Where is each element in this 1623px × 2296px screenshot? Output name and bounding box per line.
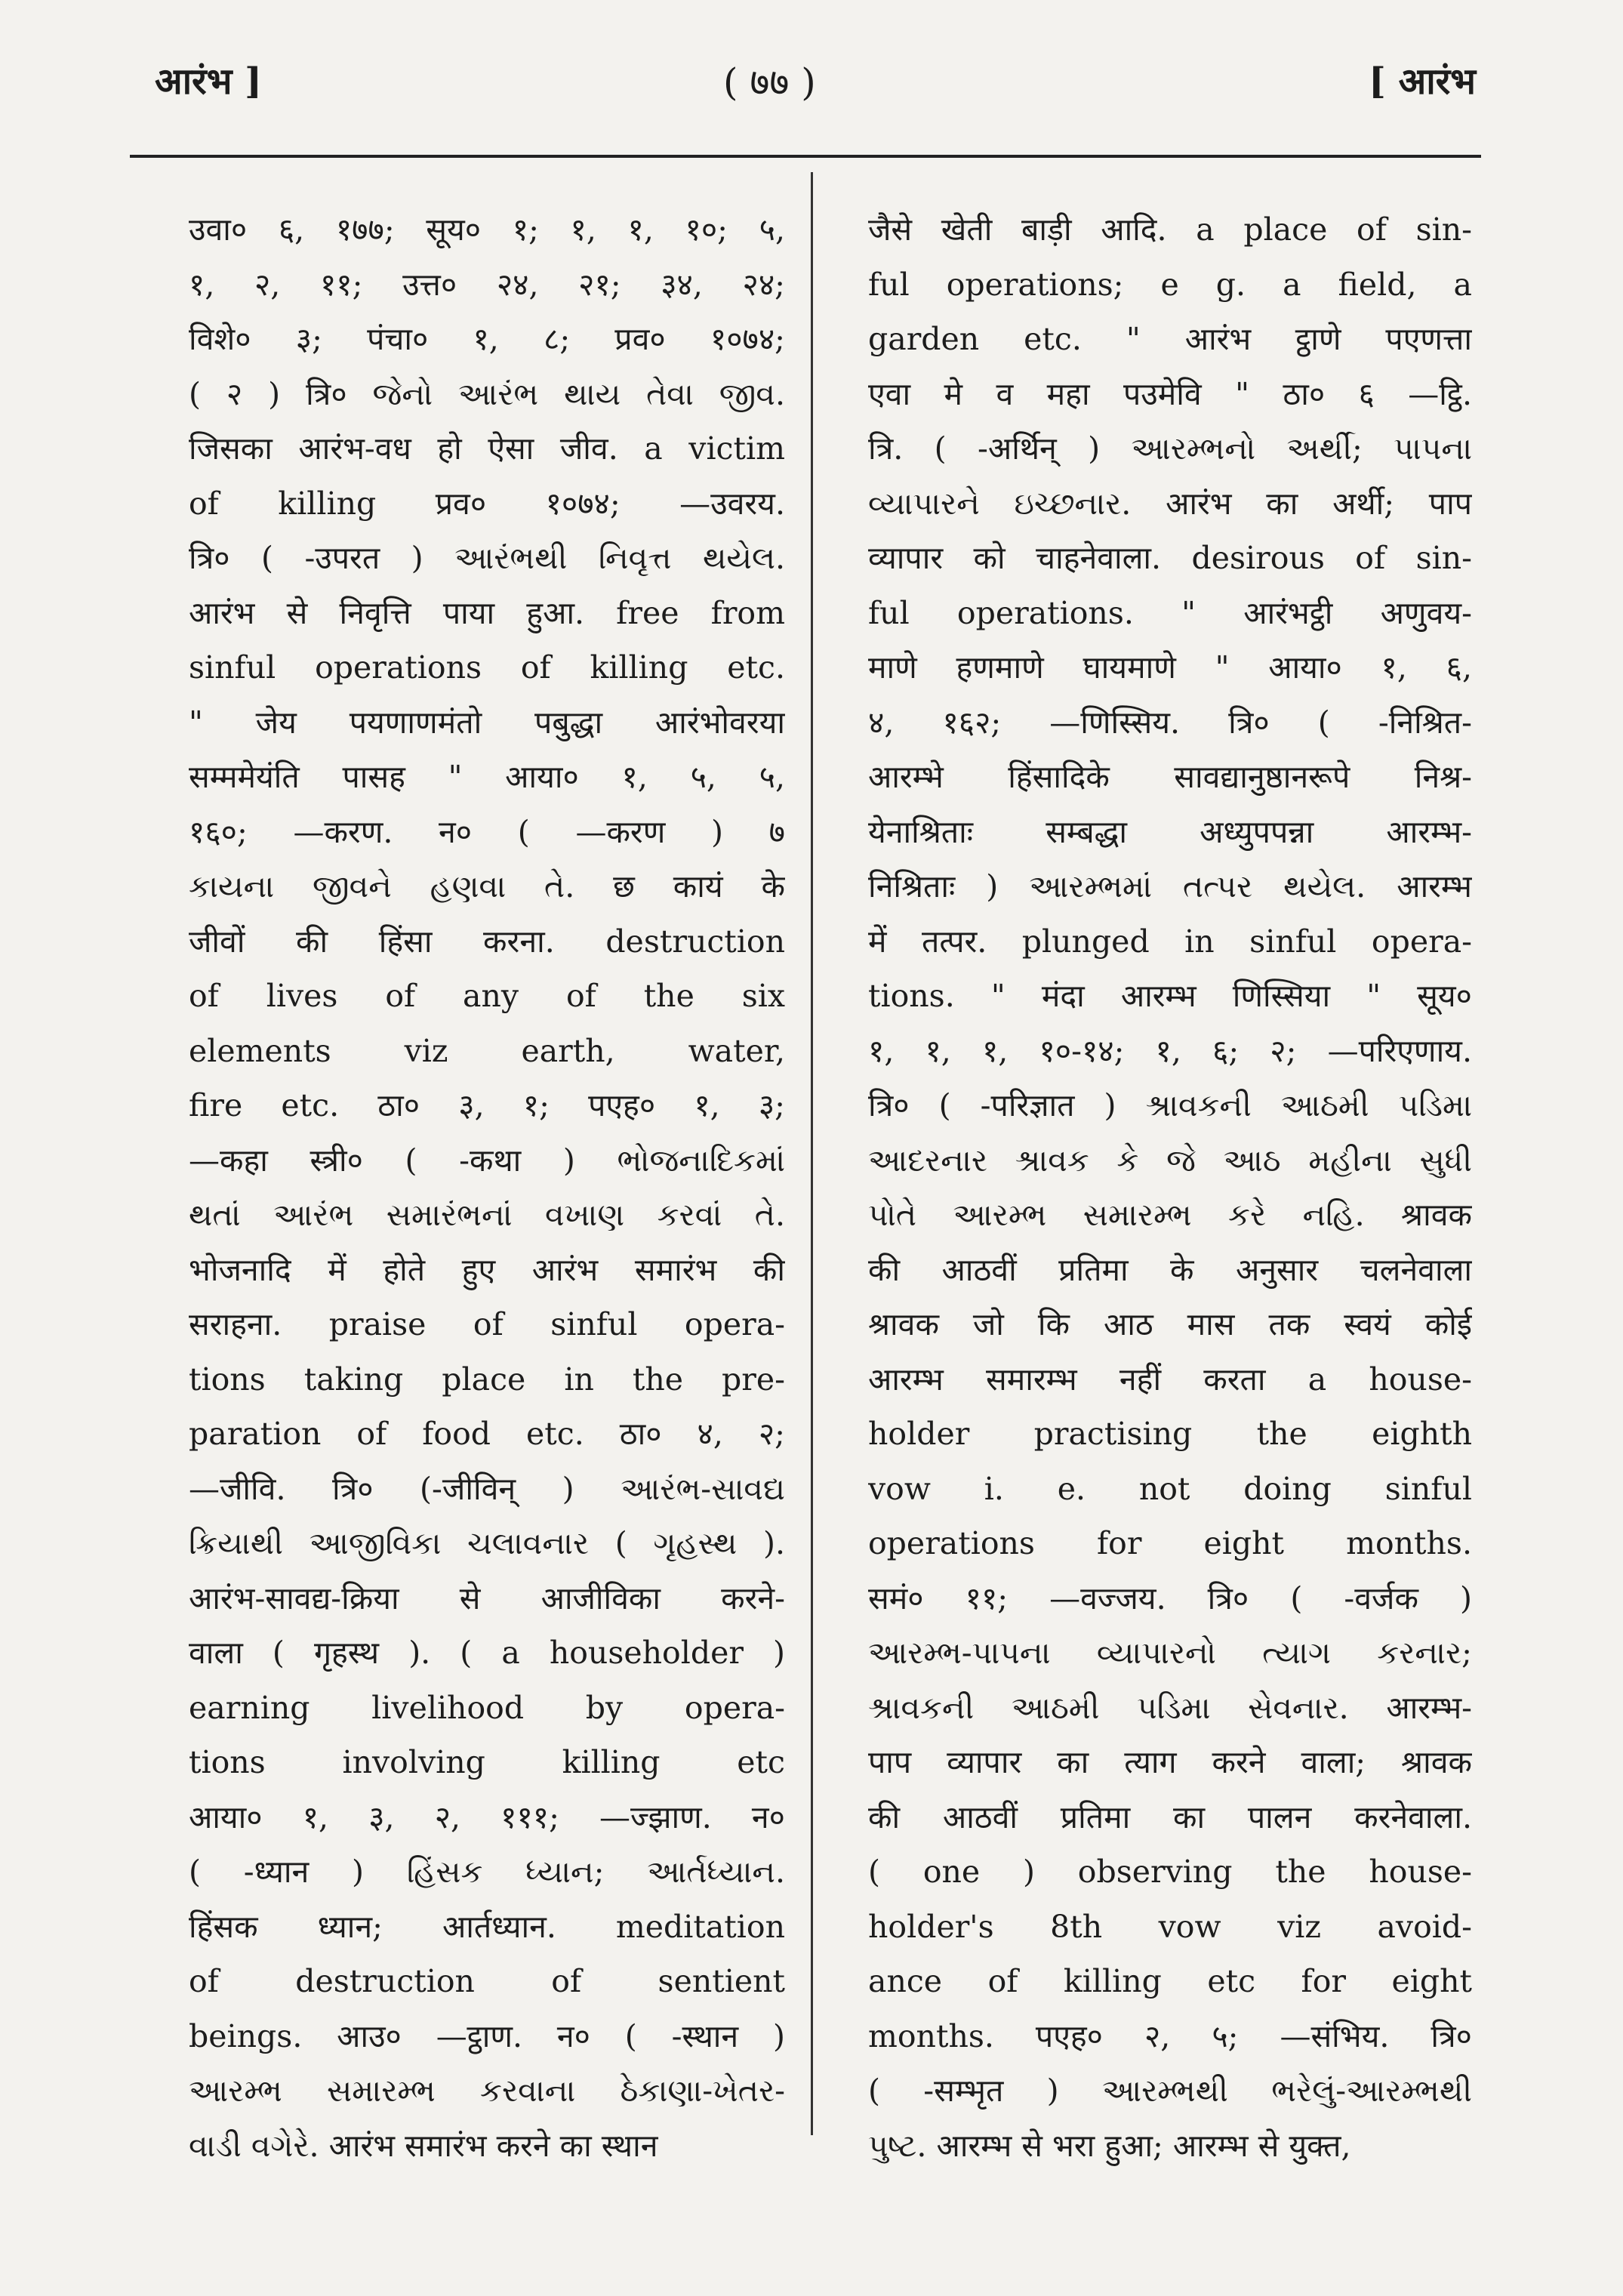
- right-column-line: आरम्भे हिंसादिके सावद्यानुष्ठानरूपे निश्र-: [868, 759, 1472, 795]
- left-column-line: paration of food etc. ठा० ४, २;: [189, 1416, 785, 1452]
- running-head-right: [ आरंभ: [1369, 60, 1476, 103]
- left-column-line: १, २, ११; उत्त० २४, २१; ३४, २४;: [189, 266, 785, 303]
- right-column-line: की आठवीं प्रतिमा का पालन करनेवाला.: [868, 1798, 1472, 1835]
- right-column-line: શ્રાવકની આઠમી પડિમા સેવનાર. आरम्भ-: [868, 1689, 1472, 1726]
- left-column-line: उवा० ६, १७७; सूय० १; १, १, १०; ५,: [189, 211, 785, 248]
- column-divider: [811, 172, 813, 2135]
- right-column-line: ४, १६२; —णिस्सिय. त्रि० ( -निश्रित-: [868, 704, 1472, 741]
- left-column-line: वाला ( गृहस्थ ). ( a householder ): [189, 1635, 785, 1671]
- right-column-line: વ્યાપારને ઇચ્છનાર. आरंभ का अर्थी; पाप: [868, 485, 1472, 522]
- left-column-line: of lives of any of the six: [189, 978, 785, 1014]
- left-column-line: થતાં આરંભ સમારંભનાં વખાણ કરવાં તે.: [189, 1197, 785, 1233]
- right-column-line: की आठवीं प्रतिमा के अनुसार चलनेवाला: [868, 1251, 1472, 1288]
- left-column-line: tions taking place in the pre-: [189, 1361, 785, 1398]
- right-column-line: निश्रिताः ) આરમ્ભમાં તત્પર થયેલ. आरम्भ: [868, 868, 1472, 905]
- left-column-line: of destruction of sentient: [189, 1963, 785, 1999]
- right-column: [868, 202, 1472, 2173]
- left-column-line: sinful operations of killing etc.: [189, 649, 785, 686]
- left-column-line: beings. आउ० —ट्ठाण. न० ( -स्थान ): [189, 2017, 785, 2054]
- left-column-line: ( -ध्यान ) હિંસક ધ્યાન; આર્તધ્યાન.: [189, 1854, 785, 1890]
- left-column-line: जिसका आरंभ-वध हो ऐसा जीव. a victim: [189, 430, 785, 467]
- right-column-line: પોતે આરમ્ભ સમારમ્ભ કરે નહિ. श्रावक: [868, 1197, 1472, 1233]
- left-column-line: हिंसक ध्यान; आर्तध्यान. meditation: [189, 1908, 785, 1945]
- right-column-line: माणे हणमाणे घायमाणे " आया० १, ६,: [868, 649, 1472, 686]
- right-column-line: में तत्पर. plunged in sinful opera-: [868, 923, 1472, 960]
- right-column-line: पाप व्यापार का त्याग करने वाला; श्रावक: [868, 1744, 1472, 1780]
- page-number: ( ७७ ): [723, 60, 816, 104]
- right-column-line: આરમ્ભ-પાપના વ્યાપારનો ત્યાગ કરનાર;: [868, 1635, 1472, 1671]
- right-column-line: श्रावक जो कि आठ मास तक स्वयं कोई: [868, 1306, 1472, 1342]
- left-column-line: આરમ્ભ સમારમ્ભ કરવાના ઠેકાણા-ખેતર-: [189, 2073, 785, 2109]
- left-column-line: fire etc. ठा० ३, १; पएह० १, ३;: [189, 1087, 785, 1123]
- right-column-line: ( one ) observing the house-: [868, 1854, 1472, 1890]
- left-column-line: विशे० ३; पंचा० १, ८; प्रव० १०७४;: [189, 321, 785, 357]
- left-column-line: सम्ममेयंति पासह " आया० १, ५, ५,: [189, 759, 785, 795]
- right-column-line: holder practising the eighth: [868, 1416, 1472, 1452]
- right-column-line: व्यापार को चाहनेवाला. desirous of sin-: [868, 540, 1472, 576]
- right-column-line: १, १, १, १०-१४; १, ६; २; —परिएणाय.: [868, 1032, 1472, 1069]
- left-column-line: ક્રિયાથી આજીવિકા ચલાવનાર ( ગૃહસ્થ ).: [189, 1525, 785, 1561]
- left-column: [189, 202, 785, 2173]
- right-column-line: vow i. e. not doing sinful: [868, 1470, 1472, 1507]
- left-column-line: सराहना. praise of sinful opera-: [189, 1306, 785, 1342]
- left-column-line: વાડી વગેરે. आरंभ समारंभ करने का स्थान: [189, 2127, 658, 2164]
- left-column-line: earning livelihood by opera-: [189, 1689, 785, 1726]
- left-column-line: tions involving killing etc: [189, 1744, 785, 1780]
- left-column-line: १६०; —करण. न० ( —करण ) ७: [189, 813, 785, 850]
- left-column-line: —कहा स्त्री० ( -कथा ) ભોજનાદિકમાં: [189, 1142, 785, 1179]
- right-column-line: एवा मे व महा पउमेवि " ठा० ६ —ट्ठि.: [868, 375, 1472, 412]
- right-column-line: आरम्भ समारम्भ नहीं करता a house-: [868, 1361, 1472, 1398]
- right-column-line: months. पएह० २, ५; —संभिय. त्रि०: [868, 2017, 1472, 2054]
- left-column-line: आया० १, ३, २, १११; —ज्झाण. न०: [189, 1798, 785, 1835]
- right-column-line: પુષ્ટ. आरम्भ से भरा हुआ; आरम्भ से युक्त,: [868, 2127, 1351, 2164]
- left-column-line: जीवों की हिंसा करना. destruction: [189, 923, 785, 960]
- right-column-line: ( -सम्भृत ) આરમ્ભથી ભરેલું-આરમ્ભથી: [868, 2073, 1472, 2109]
- left-column-line: elements viz earth, water,: [189, 1032, 785, 1069]
- right-column-line: येनाश्रिताः सम्बद्धा अध्युपपन्ना आरम्भ-: [868, 813, 1472, 850]
- right-column-line: समं० ११; —वज्जय. त्रि० ( -वर्जक ): [868, 1579, 1472, 1616]
- left-column-line: " जेय पयणाणमंतो पबुद्धा आरंभोवरया: [189, 704, 785, 741]
- right-column-line: जैसे खेती बाड़ी आदि. a place of sin-: [868, 211, 1472, 248]
- left-column-line: त्रि० ( -उपरत ) આરંભથી નિવૃત્ત થયેલ.: [189, 540, 785, 576]
- header-rule: [130, 155, 1481, 158]
- right-column-line: त्रि० ( -परिज्ञात ) શ્રાવકની આઠમી પડિમા: [868, 1087, 1472, 1123]
- left-column-line: आरंभ-सावद्य-क्रिया से आजीविका करने-: [189, 1579, 785, 1616]
- right-column-line: tions. " मंदा आरम्भ णिस्सिया " सूय०: [868, 978, 1472, 1014]
- right-column-line: ance of killing etc for eight: [868, 1963, 1472, 1999]
- right-column-line: garden etc. " आरंभ ट्ठाणे पएणत्ता: [868, 321, 1472, 357]
- running-head-left: आरंभ ]: [155, 60, 262, 103]
- right-column-line: त्रि. ( -अर्थिन् ) આરમ્ભનો અર્થી; પાપના: [868, 430, 1472, 467]
- left-column-line: કાયના જીવને હણવા તે. छ कायं के: [189, 868, 785, 905]
- left-column-line: आरंभ से निवृत्ति पाया हुआ. free from: [189, 594, 785, 631]
- left-column-line: भोजनादि में होते हुए आरंभ समारंभ की: [189, 1251, 785, 1288]
- left-column-line: ( २ ) त्रि० જેનો આરંભ થાય તેવા જીવ.: [189, 375, 785, 412]
- right-column-line: ful operations. " आरंभट्ठी अणुवय-: [868, 594, 1472, 631]
- left-column-line: of killing प्रव० १०७४; —उवरय.: [189, 485, 785, 522]
- right-column-line: ful operations; e g. a field, a: [868, 266, 1472, 303]
- left-column-line: —जीवि. त्रि० (-जीविन् ) આરંભ-સાવદ્ય: [189, 1470, 785, 1507]
- right-column-line: operations for eight months.: [868, 1525, 1472, 1561]
- right-column-line: આદરનાર શ્રાવક કે જે આઠ મહીના સુધી: [868, 1142, 1472, 1179]
- right-column-line: holder's 8th vow viz avoid-: [868, 1908, 1472, 1945]
